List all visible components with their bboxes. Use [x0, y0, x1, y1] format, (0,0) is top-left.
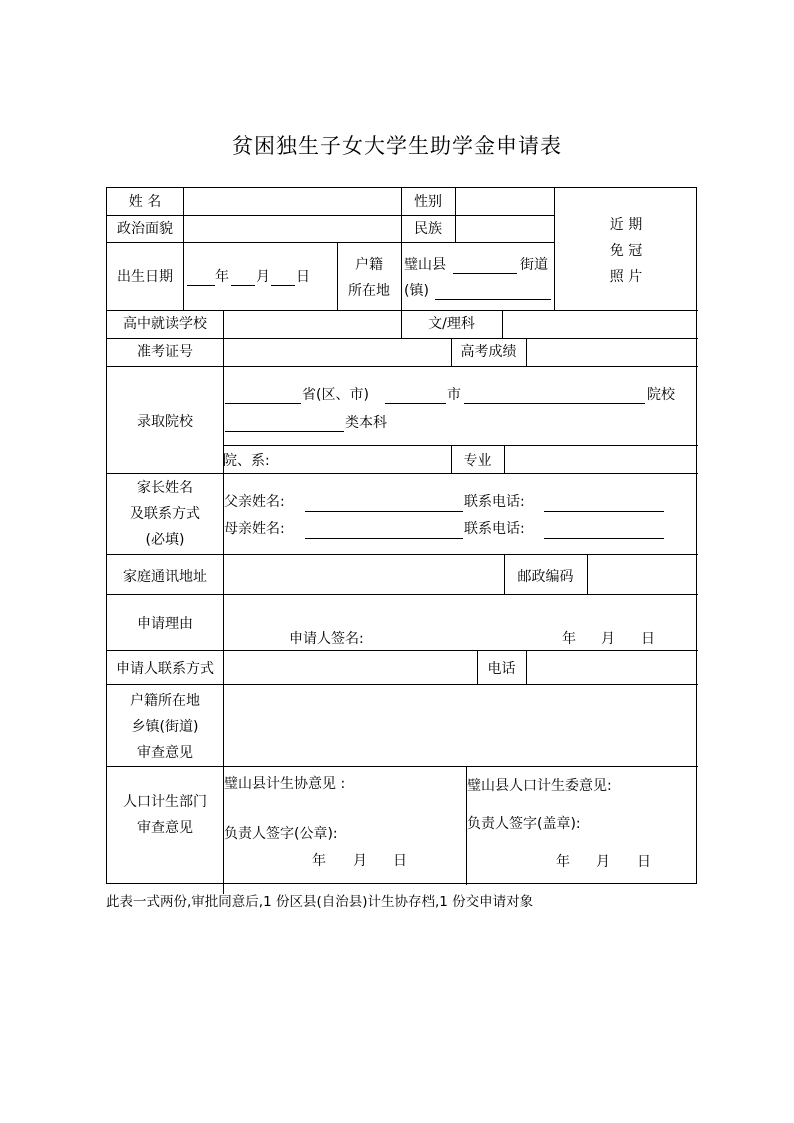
admitted-label: 录取院校 — [137, 414, 193, 430]
birth-label: 出生日期 — [117, 269, 173, 285]
huji-street: 街道 — [520, 257, 548, 273]
huji-town: (镇) — [404, 283, 429, 299]
assoc-opinion-label: 璧山县计生协意见 : — [224, 776, 346, 792]
applicant-contact-label: 申请人联系方式 — [116, 661, 214, 677]
reason-day: 日 — [641, 631, 655, 647]
political-label: 政治面貌 — [117, 221, 173, 237]
gender-label: 性别 — [414, 194, 442, 210]
birth-month-label: 月 — [256, 269, 270, 285]
huji-label-1: 户籍 — [355, 257, 383, 273]
phone-label: 电话 — [487, 661, 516, 677]
exam-no-label: 准考证号 — [137, 344, 193, 360]
department-label: 院、系: — [223, 453, 270, 469]
track-label: 文/理科 — [428, 316, 475, 332]
exam-score-label: 高考成绩 — [460, 344, 517, 360]
leader-sign-label: 负责人签字(公章): — [224, 826, 338, 842]
assoc-month: 月 — [353, 853, 367, 869]
assoc-year: 年 — [312, 853, 326, 869]
admitted-category: 类本科 — [345, 415, 387, 431]
admitted-city: 市 — [447, 387, 461, 403]
reason-label: 申请理由 — [137, 616, 193, 632]
town-review-label-2: 乡镇(街道) — [131, 719, 199, 735]
huji-label-2: 所在地 — [348, 283, 390, 299]
address-label: 家庭通讯地址 — [123, 569, 207, 585]
parent-label-3: (必填) — [145, 532, 185, 548]
photo-label-3: 照 片 — [609, 269, 643, 285]
mother-name-label: 母亲姓名: — [224, 521, 285, 537]
reason-month: 月 — [601, 631, 615, 647]
father-name-label: 父亲姓名: — [224, 494, 285, 510]
father-phone-label: 联系电话: — [464, 494, 525, 510]
high-school-label: 高中就读学校 — [123, 316, 207, 332]
ethnicity-label: 民族 — [414, 221, 442, 237]
committee-month: 月 — [596, 854, 610, 870]
postcode-label: 邮政编码 — [517, 569, 574, 585]
mother-phone-label: 联系电话: — [464, 521, 525, 537]
leader-seal-label: 负责人签字(盖章): — [467, 816, 581, 832]
photo-label-1: 近 期 — [609, 217, 643, 233]
town-review-label-3: 审查意见 — [137, 745, 193, 761]
family-review-label-1: 人口计生部门 — [123, 794, 207, 810]
family-review-label-2: 审查意见 — [137, 820, 193, 836]
form-footnote: 此表一式两份,审批同意后,1 份区县(自治县)计生协存档,1 份交申请对象 — [106, 894, 534, 910]
parent-label-2: 及联系方式 — [130, 506, 200, 522]
form-title: 贫困独生子女大学生助学金申请表 — [232, 134, 562, 158]
admitted-province: 省(区、市) — [302, 387, 369, 403]
parent-label-1: 家长姓名 — [137, 480, 193, 496]
assoc-day: 日 — [393, 853, 407, 869]
town-review-label-1: 户籍所在地 — [130, 693, 200, 709]
huji-county: 璧山县 — [404, 257, 446, 273]
application-form — [106, 187, 697, 884]
birth-year-label: 年 — [215, 269, 229, 285]
committee-opinion-label: 璧山县人口计生委意见: — [467, 778, 612, 794]
photo-label-2: 免 冠 — [609, 243, 643, 259]
major-label: 专业 — [463, 453, 492, 469]
committee-year: 年 — [556, 854, 570, 870]
committee-day: 日 — [637, 854, 651, 870]
applicant-sign-label: 申请人签名: — [289, 631, 364, 647]
name-label: 姓 名 — [128, 194, 162, 210]
birth-day-label: 日 — [296, 269, 310, 285]
admitted-school: 院校 — [647, 387, 675, 403]
reason-year: 年 — [562, 631, 576, 647]
